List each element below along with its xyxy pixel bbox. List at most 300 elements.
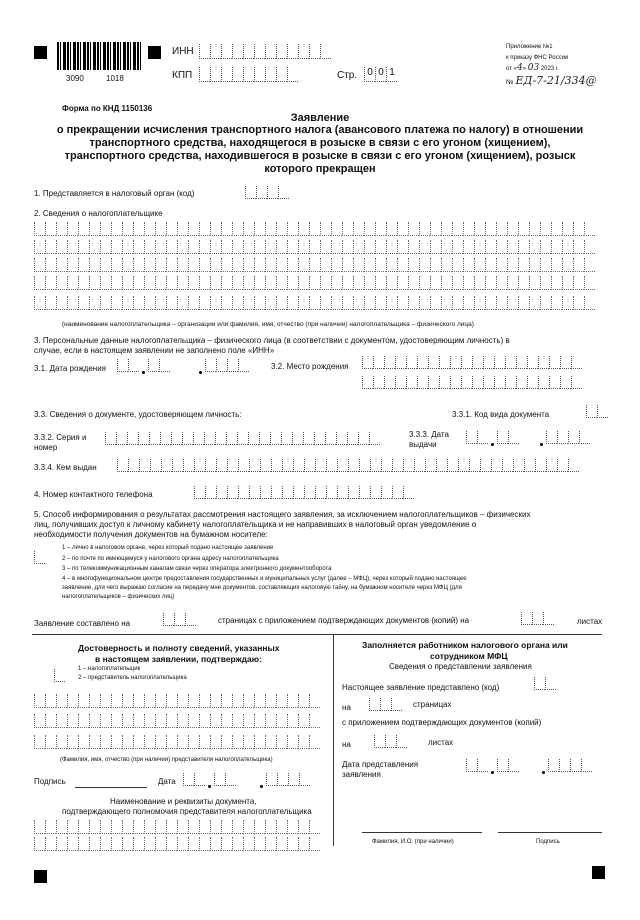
- comb-cell[interactable]: [221, 837, 232, 851]
- comb-cell[interactable]: [254, 714, 265, 728]
- birth-date-day[interactable]: [117, 359, 139, 372]
- representative-name-row[interactable]: [34, 694, 320, 708]
- comb-cell[interactable]: [243, 694, 254, 708]
- comb-cell[interactable]: [254, 735, 265, 749]
- comb-cell[interactable]: [67, 240, 78, 254]
- comb-cell[interactable]: [287, 714, 298, 728]
- comb-cell[interactable]: [375, 222, 386, 236]
- comb-cell[interactable]: [122, 222, 133, 236]
- comb-cell[interactable]: [353, 258, 364, 272]
- left-date-day[interactable]: [183, 773, 205, 786]
- comb-cell[interactable]: [199, 296, 210, 310]
- comb-cell[interactable]: [276, 276, 287, 290]
- comb-cell[interactable]: [507, 258, 518, 272]
- comb-cell[interactable]: [364, 296, 375, 310]
- comb-cell[interactable]: [298, 276, 309, 290]
- phone-field[interactable]: [194, 486, 414, 499]
- comb-cell[interactable]: [276, 714, 287, 728]
- right-pages-field[interactable]: [369, 698, 402, 711]
- comb-cell[interactable]: [463, 296, 474, 310]
- comb-cell[interactable]: [309, 258, 320, 272]
- comb-cell[interactable]: [221, 714, 232, 728]
- comb-cell[interactable]: [419, 222, 430, 236]
- comb-cell[interactable]: [122, 296, 133, 310]
- tax-office-code-field[interactable]: [245, 186, 289, 199]
- comb-cell[interactable]: [221, 240, 232, 254]
- comb-cell[interactable]: [188, 714, 199, 728]
- comb-cell[interactable]: [155, 735, 166, 749]
- comb-cell[interactable]: [177, 258, 188, 272]
- comb-cell[interactable]: [287, 296, 298, 310]
- comb-cell[interactable]: [518, 240, 529, 254]
- comb-cell[interactable]: [474, 240, 485, 254]
- comb-cell[interactable]: [155, 694, 166, 708]
- comb-cell[interactable]: [199, 820, 210, 834]
- comb-cell[interactable]: [309, 820, 320, 834]
- comb-cell[interactable]: [265, 222, 276, 236]
- comb-cell[interactable]: [155, 296, 166, 310]
- comb-cell[interactable]: [386, 296, 397, 310]
- comb-cell[interactable]: [67, 276, 78, 290]
- comb-cell[interactable]: [331, 258, 342, 272]
- sign-line[interactable]: [498, 832, 602, 833]
- comb-cell[interactable]: [67, 258, 78, 272]
- comb-cell[interactable]: [100, 837, 111, 851]
- comb-cell[interactable]: [397, 258, 408, 272]
- comb-cell[interactable]: [56, 222, 67, 236]
- comb-cell[interactable]: [243, 296, 254, 310]
- comb-cell[interactable]: [133, 258, 144, 272]
- comb-cell[interactable]: [210, 276, 221, 290]
- comb-cell[interactable]: [177, 735, 188, 749]
- comb-cell[interactable]: [45, 694, 56, 708]
- comb-cell[interactable]: [353, 296, 364, 310]
- comb-cell[interactable]: [529, 258, 540, 272]
- right-date-day[interactable]: [466, 759, 488, 772]
- comb-cell[interactable]: [111, 735, 122, 749]
- comb-cell[interactable]: [221, 276, 232, 290]
- comb-cell[interactable]: [452, 276, 463, 290]
- comb-cell[interactable]: [441, 296, 452, 310]
- comb-cell[interactable]: [78, 837, 89, 851]
- comb-cell[interactable]: [166, 276, 177, 290]
- comb-cell[interactable]: [331, 222, 342, 236]
- comb-cell[interactable]: [199, 694, 210, 708]
- comb-cell[interactable]: [34, 296, 45, 310]
- comb-cell[interactable]: [276, 837, 287, 851]
- comb-cell[interactable]: [210, 240, 221, 254]
- comb-cell[interactable]: [309, 240, 320, 254]
- comb-cell[interactable]: [441, 258, 452, 272]
- comb-cell[interactable]: [287, 276, 298, 290]
- comb-cell[interactable]: [199, 222, 210, 236]
- comb-cell[interactable]: [287, 820, 298, 834]
- comb-cell[interactable]: [199, 240, 210, 254]
- comb-cell[interactable]: [287, 258, 298, 272]
- comb-cell[interactable]: [210, 694, 221, 708]
- comb-cell[interactable]: [276, 222, 287, 236]
- birth-place-field-2[interactable]: [362, 376, 582, 389]
- comb-cell[interactable]: [34, 222, 45, 236]
- comb-cell[interactable]: [78, 820, 89, 834]
- comb-cell[interactable]: [562, 296, 573, 310]
- comb-cell[interactable]: [254, 276, 265, 290]
- comb-cell[interactable]: [243, 222, 254, 236]
- comb-cell[interactable]: [199, 735, 210, 749]
- comb-cell[interactable]: [144, 258, 155, 272]
- comb-cell[interactable]: [111, 276, 122, 290]
- comb-cell[interactable]: [430, 276, 441, 290]
- comb-cell[interactable]: [265, 837, 276, 851]
- comb-cell[interactable]: [122, 240, 133, 254]
- comb-cell[interactable]: [144, 820, 155, 834]
- comb-cell[interactable]: [100, 240, 111, 254]
- comb-cell[interactable]: [540, 276, 551, 290]
- comb-cell[interactable]: [100, 222, 111, 236]
- comb-cell[interactable]: [243, 714, 254, 728]
- comb-cell[interactable]: [276, 240, 287, 254]
- comb-cell[interactable]: [584, 222, 595, 236]
- comb-cell[interactable]: [177, 296, 188, 310]
- comb-cell[interactable]: [309, 276, 320, 290]
- comb-cell[interactable]: [485, 258, 496, 272]
- comb-cell[interactable]: [166, 258, 177, 272]
- comb-cell[interactable]: [67, 296, 78, 310]
- comb-cell[interactable]: [210, 714, 221, 728]
- comb-cell[interactable]: [287, 222, 298, 236]
- comb-cell[interactable]: [496, 276, 507, 290]
- comb-cell[interactable]: [452, 222, 463, 236]
- comb-cell[interactable]: [78, 694, 89, 708]
- comb-cell[interactable]: [34, 820, 45, 834]
- comb-cell[interactable]: [78, 240, 89, 254]
- comb-cell[interactable]: [100, 276, 111, 290]
- comb-cell[interactable]: [375, 240, 386, 254]
- comb-cell[interactable]: [45, 222, 56, 236]
- comb-cell[interactable]: [166, 296, 177, 310]
- comb-cell[interactable]: [177, 240, 188, 254]
- comb-cell[interactable]: [122, 258, 133, 272]
- comb-cell[interactable]: [331, 276, 342, 290]
- comb-cell[interactable]: [133, 222, 144, 236]
- comb-cell[interactable]: [56, 714, 67, 728]
- comb-cell[interactable]: [111, 296, 122, 310]
- comb-cell[interactable]: [188, 222, 199, 236]
- comb-cell[interactable]: [265, 694, 276, 708]
- comb-cell[interactable]: [232, 222, 243, 236]
- comb-cell[interactable]: [287, 837, 298, 851]
- comb-cell[interactable]: [397, 222, 408, 236]
- comb-cell[interactable]: [353, 240, 364, 254]
- comb-cell[interactable]: [177, 837, 188, 851]
- comb-cell[interactable]: [111, 837, 122, 851]
- comb-cell[interactable]: [551, 240, 562, 254]
- series-number-field[interactable]: [105, 432, 380, 445]
- comb-cell[interactable]: [133, 714, 144, 728]
- comb-cell[interactable]: [485, 276, 496, 290]
- comb-cell[interactable]: [375, 258, 386, 272]
- comb-cell[interactable]: [551, 276, 562, 290]
- comb-cell[interactable]: [441, 222, 452, 236]
- comb-cell[interactable]: [309, 735, 320, 749]
- comb-cell[interactable]: [408, 240, 419, 254]
- comb-cell[interactable]: [518, 222, 529, 236]
- comb-cell[interactable]: [67, 820, 78, 834]
- comb-cell[interactable]: [419, 276, 430, 290]
- comb-cell[interactable]: [463, 240, 474, 254]
- comb-cell[interactable]: [221, 296, 232, 310]
- right-date-year[interactable]: [548, 759, 592, 772]
- comb-cell[interactable]: [210, 222, 221, 236]
- comb-cell[interactable]: [67, 222, 78, 236]
- comb-cell[interactable]: [287, 694, 298, 708]
- comb-cell[interactable]: [34, 276, 45, 290]
- comb-cell[interactable]: [265, 258, 276, 272]
- doc-type-code-field[interactable]: [586, 405, 608, 418]
- left-date-year[interactable]: [266, 773, 310, 786]
- comb-cell[interactable]: [78, 296, 89, 310]
- comb-cell[interactable]: [309, 222, 320, 236]
- comb-cell[interactable]: [496, 296, 507, 310]
- comb-cell[interactable]: [474, 258, 485, 272]
- issued-by-field[interactable]: [117, 459, 579, 472]
- comb-cell[interactable]: [562, 276, 573, 290]
- comb-cell[interactable]: [188, 820, 199, 834]
- comb-cell[interactable]: [265, 735, 276, 749]
- comb-cell[interactable]: [254, 820, 265, 834]
- fio-line[interactable]: [362, 832, 482, 833]
- comb-cell[interactable]: [562, 258, 573, 272]
- comb-cell[interactable]: [540, 296, 551, 310]
- comb-cell[interactable]: [111, 714, 122, 728]
- comb-cell[interactable]: [67, 694, 78, 708]
- comb-cell[interactable]: [133, 296, 144, 310]
- comb-cell[interactable]: [551, 222, 562, 236]
- comb-cell[interactable]: [133, 820, 144, 834]
- comb-cell[interactable]: [56, 735, 67, 749]
- comb-cell[interactable]: [265, 276, 276, 290]
- comb-cell[interactable]: [342, 258, 353, 272]
- comb-cell[interactable]: [166, 735, 177, 749]
- composed-sheets-field[interactable]: [521, 612, 554, 625]
- comb-cell[interactable]: [298, 258, 309, 272]
- comb-cell[interactable]: [45, 296, 56, 310]
- taxpayer-name-row[interactable]: [34, 296, 595, 310]
- comb-cell[interactable]: [584, 276, 595, 290]
- rep-doc-row[interactable]: [34, 837, 320, 851]
- comb-cell[interactable]: [562, 240, 573, 254]
- comb-cell[interactable]: [34, 714, 45, 728]
- right-sheets-field[interactable]: [374, 735, 407, 748]
- comb-cell[interactable]: [573, 258, 584, 272]
- comb-cell[interactable]: [243, 820, 254, 834]
- comb-cell[interactable]: [309, 714, 320, 728]
- comb-cell[interactable]: [221, 222, 232, 236]
- comb-cell[interactable]: [34, 735, 45, 749]
- comb-cell[interactable]: [89, 222, 100, 236]
- comb-cell[interactable]: [320, 258, 331, 272]
- comb-cell[interactable]: [133, 240, 144, 254]
- comb-cell[interactable]: [89, 240, 100, 254]
- comb-cell[interactable]: [364, 222, 375, 236]
- comb-cell[interactable]: [243, 837, 254, 851]
- comb-cell[interactable]: [265, 820, 276, 834]
- comb-cell[interactable]: [353, 222, 364, 236]
- comb-cell[interactable]: [386, 222, 397, 236]
- comb-cell[interactable]: [375, 276, 386, 290]
- comb-cell[interactable]: [452, 240, 463, 254]
- comb-cell[interactable]: [254, 240, 265, 254]
- comb-cell[interactable]: [122, 714, 133, 728]
- comb-cell[interactable]: [254, 258, 265, 272]
- signer-type-field[interactable]: [54, 669, 65, 682]
- comb-cell[interactable]: [452, 296, 463, 310]
- comb-cell[interactable]: [320, 276, 331, 290]
- comb-cell[interactable]: [386, 240, 397, 254]
- comb-cell[interactable]: [353, 276, 364, 290]
- representative-name-row[interactable]: [34, 714, 320, 728]
- comb-cell[interactable]: [188, 296, 199, 310]
- comb-cell[interactable]: [56, 837, 67, 851]
- comb-cell[interactable]: [122, 820, 133, 834]
- comb-cell[interactable]: [166, 837, 177, 851]
- comb-cell[interactable]: [199, 837, 210, 851]
- comb-cell[interactable]: [386, 276, 397, 290]
- comb-cell[interactable]: [67, 714, 78, 728]
- comb-cell[interactable]: [474, 296, 485, 310]
- comb-cell[interactable]: [100, 820, 111, 834]
- comb-cell[interactable]: [199, 714, 210, 728]
- comb-cell[interactable]: [474, 276, 485, 290]
- comb-cell[interactable]: [166, 240, 177, 254]
- comb-cell[interactable]: [485, 240, 496, 254]
- comb-cell[interactable]: [342, 240, 353, 254]
- comb-cell[interactable]: [298, 837, 309, 851]
- comb-cell[interactable]: [518, 258, 529, 272]
- comb-cell[interactable]: [496, 240, 507, 254]
- comb-cell[interactable]: [111, 240, 122, 254]
- comb-cell[interactable]: [45, 258, 56, 272]
- comb-cell[interactable]: [254, 296, 265, 310]
- comb-cell[interactable]: [298, 820, 309, 834]
- comb-cell[interactable]: [342, 296, 353, 310]
- comb-cell[interactable]: [210, 735, 221, 749]
- comb-cell[interactable]: [540, 222, 551, 236]
- comb-cell[interactable]: [573, 296, 584, 310]
- comb-cell[interactable]: [441, 276, 452, 290]
- comb-cell[interactable]: [111, 258, 122, 272]
- comb-cell[interactable]: [463, 222, 474, 236]
- comb-cell[interactable]: [144, 837, 155, 851]
- comb-cell[interactable]: [34, 837, 45, 851]
- comb-cell[interactable]: [111, 694, 122, 708]
- comb-cell[interactable]: [320, 296, 331, 310]
- comb-cell[interactable]: [45, 837, 56, 851]
- comb-cell[interactable]: [408, 276, 419, 290]
- comb-cell[interactable]: [188, 735, 199, 749]
- comb-cell[interactable]: [100, 694, 111, 708]
- comb-cell[interactable]: [100, 258, 111, 272]
- comb-cell[interactable]: [232, 240, 243, 254]
- comb-cell[interactable]: [232, 837, 243, 851]
- comb-cell[interactable]: [375, 296, 386, 310]
- comb-cell[interactable]: [331, 296, 342, 310]
- comb-cell[interactable]: [232, 694, 243, 708]
- issue-date-month[interactable]: [497, 431, 519, 444]
- comb-cell[interactable]: [177, 694, 188, 708]
- comb-cell[interactable]: [507, 222, 518, 236]
- comb-cell[interactable]: [177, 820, 188, 834]
- comb-cell[interactable]: [474, 222, 485, 236]
- comb-cell[interactable]: [56, 258, 67, 272]
- comb-cell[interactable]: [166, 694, 177, 708]
- comb-cell[interactable]: [221, 820, 232, 834]
- comb-cell[interactable]: [188, 240, 199, 254]
- comb-cell[interactable]: [133, 276, 144, 290]
- left-date-month[interactable]: [214, 773, 236, 786]
- comb-cell[interactable]: [573, 276, 584, 290]
- comb-cell[interactable]: [342, 222, 353, 236]
- comb-cell[interactable]: [298, 240, 309, 254]
- comb-cell[interactable]: [287, 240, 298, 254]
- comb-cell[interactable]: [298, 222, 309, 236]
- comb-cell[interactable]: [364, 240, 375, 254]
- comb-cell[interactable]: [529, 222, 540, 236]
- comb-cell[interactable]: [331, 240, 342, 254]
- comb-cell[interactable]: [430, 258, 441, 272]
- comb-cell[interactable]: [144, 714, 155, 728]
- comb-cell[interactable]: [584, 240, 595, 254]
- comb-cell[interactable]: [518, 276, 529, 290]
- comb-cell[interactable]: [89, 276, 100, 290]
- comb-cell[interactable]: [89, 714, 100, 728]
- comb-cell[interactable]: [408, 258, 419, 272]
- comb-cell[interactable]: [133, 837, 144, 851]
- comb-cell[interactable]: [45, 735, 56, 749]
- comb-cell[interactable]: [56, 276, 67, 290]
- comb-cell[interactable]: [243, 258, 254, 272]
- comb-cell[interactable]: [397, 240, 408, 254]
- comb-cell[interactable]: [309, 837, 320, 851]
- comb-cell[interactable]: [122, 837, 133, 851]
- comb-cell[interactable]: [45, 240, 56, 254]
- comb-cell[interactable]: [177, 714, 188, 728]
- comb-cell[interactable]: [34, 258, 45, 272]
- comb-cell[interactable]: [232, 735, 243, 749]
- taxpayer-name-row[interactable]: [34, 222, 595, 236]
- comb-cell[interactable]: [441, 240, 452, 254]
- comb-cell[interactable]: [287, 735, 298, 749]
- comb-cell[interactable]: [188, 276, 199, 290]
- comb-cell[interactable]: [562, 222, 573, 236]
- comb-cell[interactable]: [100, 714, 111, 728]
- comb-cell[interactable]: [276, 820, 287, 834]
- comb-cell[interactable]: [122, 276, 133, 290]
- taxpayer-name-row[interactable]: [34, 258, 595, 272]
- comb-cell[interactable]: [507, 296, 518, 310]
- comb-cell[interactable]: [100, 296, 111, 310]
- comb-cell[interactable]: [584, 296, 595, 310]
- comb-cell[interactable]: [452, 258, 463, 272]
- comb-cell[interactable]: [221, 258, 232, 272]
- comb-cell[interactable]: [144, 735, 155, 749]
- taxpayer-name-row[interactable]: [34, 276, 595, 290]
- comb-cell[interactable]: [34, 240, 45, 254]
- comb-cell[interactable]: [265, 714, 276, 728]
- comb-cell[interactable]: [166, 714, 177, 728]
- comb-cell[interactable]: [155, 222, 166, 236]
- representative-name-row[interactable]: [34, 735, 320, 749]
